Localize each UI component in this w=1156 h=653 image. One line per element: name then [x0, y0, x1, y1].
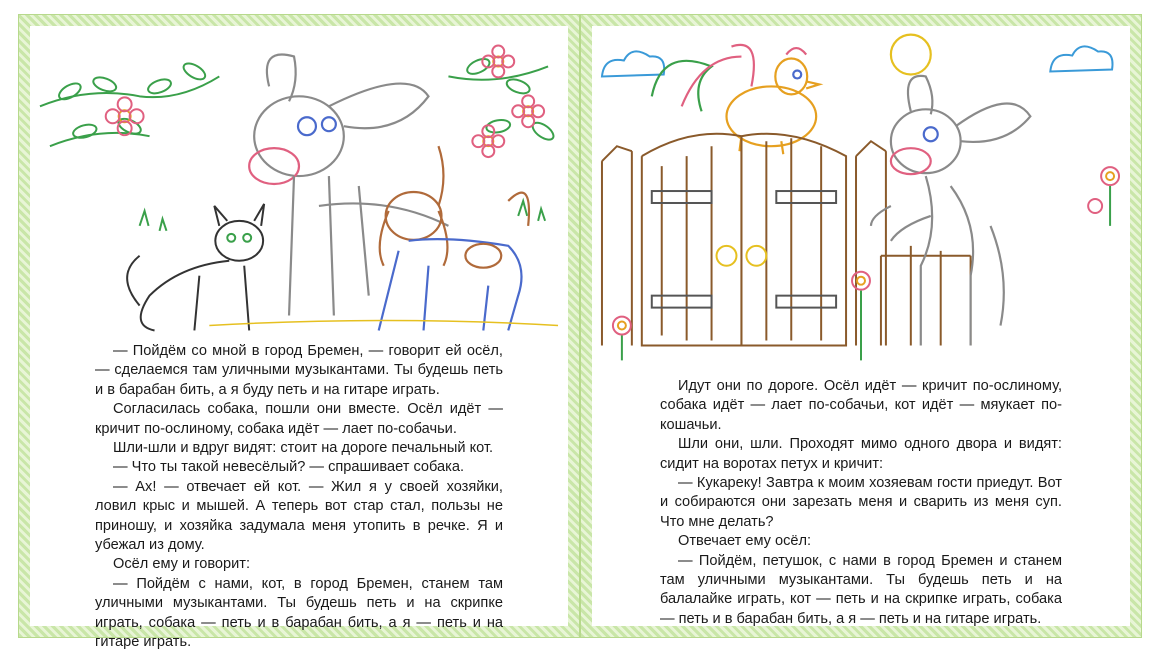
rooster-illustration [652, 45, 819, 154]
paragraph: — Пойдём с нами, кот, в город Бремен, станем там уличными музыкантами. Ты будешь петь и на скрипке играть, собака — петь и в барабан бить, а я — петь и на гитаре играть. [95, 575, 503, 651]
left-page-content [30, 26, 568, 651]
flower-icon [613, 167, 1119, 360]
donkey-illustration [871, 76, 1030, 346]
paragraph: Идут они по дороге. Осёл идёт — кричит по-ослиному, собака идёт — лает по-собачьи, кот идёт — мяукает по-кошачьи. [660, 378, 1062, 433]
right-page-content [592, 26, 1130, 626]
road-line [209, 321, 558, 326]
left-page [18, 14, 580, 651]
paragraph: — Пойдём, петушок, с нами в город Бремен и станем там уличными музыкантами. Ты будешь петь и на балалайке играть, кот — петь и на скрипке играть, собака — петь и в барабан бить, а я — петь и на гитаре играть. [660, 552, 1062, 627]
fence-gate-illustration [602, 134, 971, 346]
paragraph: — Кукареку! Завтра к моим хозяевам гости приедут. Вот и собираются они зарезать меня и сварить из меня суп. Что мне делать? [660, 475, 1062, 530]
dog-illustration [379, 192, 529, 330]
paragraph: Согласилась собака, пошли они вместе. Осёл идёт — кричит по-ослиному, собака идёт — лает по-собачьи. [95, 401, 503, 437]
branch-leaves-icon [40, 56, 556, 231]
right-illustration [592, 26, 1130, 376]
paragraph: Отвечает ему осёл: [678, 533, 812, 550]
paragraph: — Ах! — отвечает ей кот. — Жил я у своей хозяйки, ловил крыс и мышей. А теперь вот стар стал, пользы не приношу, и хозяйка задумала меня утопить в речке. Я и убежал из дому. [95, 478, 503, 554]
right-page-text [660, 377, 1062, 629]
paragraph: — Пойдём со мной в город Бремен, — говорит ей осёл, — сделаемся там уличными музыкантами. Ты будешь петь и в барабан бить, а я буду петь и на гитаре играть. [95, 343, 503, 398]
sun-icon [891, 35, 931, 75]
right-page [580, 14, 1142, 638]
flower-icon [106, 46, 544, 158]
paragraph: Шли-шли и вдруг видят: стоит на дороге печальный кот. [113, 440, 494, 457]
left-page-text [95, 342, 503, 653]
paragraph: — Что ты такой невесёлый? — спрашивает собака. [113, 459, 465, 476]
paragraph: Шли они, шли. Проходят мимо одного двора и видят: сидит на воротах петух и кричит: [660, 436, 1062, 472]
left-illustration [30, 26, 568, 346]
paragraph: Осёл ему и говорит: [113, 556, 251, 573]
donkey-illustration [249, 54, 448, 315]
